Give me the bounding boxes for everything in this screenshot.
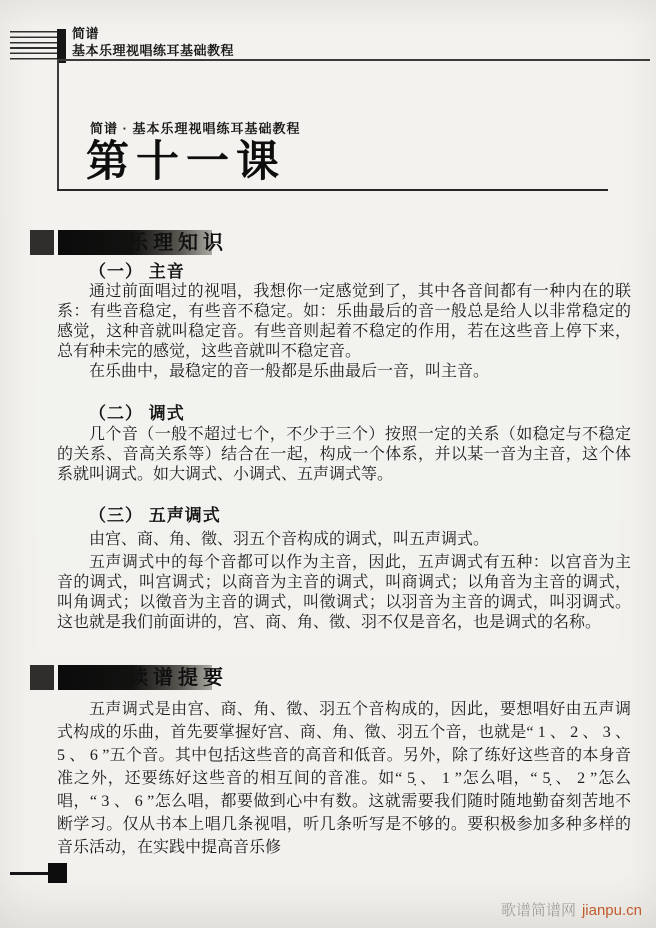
paragraph-mode-1: 几个音（一般不超过七个，不少于三个）按照一定的关系（如稳定与不稳定的关系、音高关系等）结合在一起，构成一个体系，并以某一音为主音，这个体系就叫调式。如大调式、小调式、五声调式等。 [57, 426, 631, 483]
subsection-heading-tonic: （一） 主音 [89, 262, 185, 281]
lesson-title: 第十一课 [86, 138, 286, 186]
paragraph-pentatonic-1: 由宫、商、角、徵、羽五个音构成的调式，叫五声调式。 [89, 531, 490, 548]
header-series-title: 简谱 · 基本乐理视唱练耳基础教程 [90, 121, 301, 136]
section-marker-square [30, 230, 54, 255]
corner-tab-subtitle: 基本乐理视唱练耳基础教程 [72, 43, 235, 58]
watermark-domain: jianpu.cn [581, 902, 642, 919]
footer-mark-square [48, 863, 67, 883]
watermark [501, 899, 642, 920]
subsection-heading-pentatonic: （三） 五声调式 [89, 506, 221, 525]
footer-mark-line [10, 872, 52, 875]
header-rule-top [57, 59, 650, 61]
paragraph-pentatonic-2: 五声调式中的每个音都可以作为主音，因此，五声调式有五种：以宫音为主音的调式，叫宫调式；以商音为主音的调式，叫商调式；以角音为主音的调式，叫角调式；以徵音为主音的调式，叫徵调式；以羽音为主音的调式，叫羽调式。这也就是我们前面讲的，宫、商、角、徵、羽不仅是音名，也是调式的名称。 [57, 554, 631, 631]
subsection-heading-mode: （二） 调式 [89, 404, 185, 423]
corner-tab-lines-decoration [10, 31, 57, 60]
header-rule-bottom [57, 189, 608, 191]
paragraph-tonic-2: 在乐曲中，最稳定的音一般都是乐曲最后一音，叫主音。 [89, 363, 490, 380]
header-rule-left [57, 59, 59, 191]
section-marker-reading [30, 665, 330, 691]
watermark-site-name: 歌谱简谱网 [500, 902, 576, 919]
section-title-reading: 读谱提要 [128, 667, 228, 689]
paragraph-reading-1: 五声调式是由宫、商、角、徵、羽五个音构成的，因此，要想唱好由五声调式构成的乐曲，首先要掌握好宫、商、角、徵、羽五个音，也就是“ 1 、 2 、 3 、 5 、 6 ”五个音。其中包括这些音的高音和低音。另外，除了练好这些音的本身音准之外，还要练好这些音的相互间的音准。如“ 5̣ 、 1 ”怎么唱，“ 5̣ 、 2 ”怎么唱，“ 3 、 6 ”怎么唱，都要做到心中有数。这就需要我们随时随地勤奋刻苦地不断学习。仅从书本上唱几条视唱，听几条听写是不够的。要积极参加多种多样的音乐活动，在实践中提高音乐修 [57, 701, 631, 856]
section-title-theory: 乐理知识 [128, 232, 228, 254]
section-marker-theory [30, 230, 330, 256]
section-marker-square [30, 665, 54, 690]
corner-tab-series-label: 简谱 [72, 26, 100, 41]
paragraph-tonic-1: 通过前面唱过的视唱，我想你一定感觉到了，其中各音间都有一种内在的联系：有些音稳定，有些音不稳定。如：乐曲最后的音一般总是给人以非常稳定的感觉，这种音就叫稳定音。有些音则起着不稳定的作用，若在这些音上停下来，总有种未完的感觉，这些音就叫不稳定音。 [57, 283, 631, 360]
corner-tab-black-bar [57, 29, 66, 63]
